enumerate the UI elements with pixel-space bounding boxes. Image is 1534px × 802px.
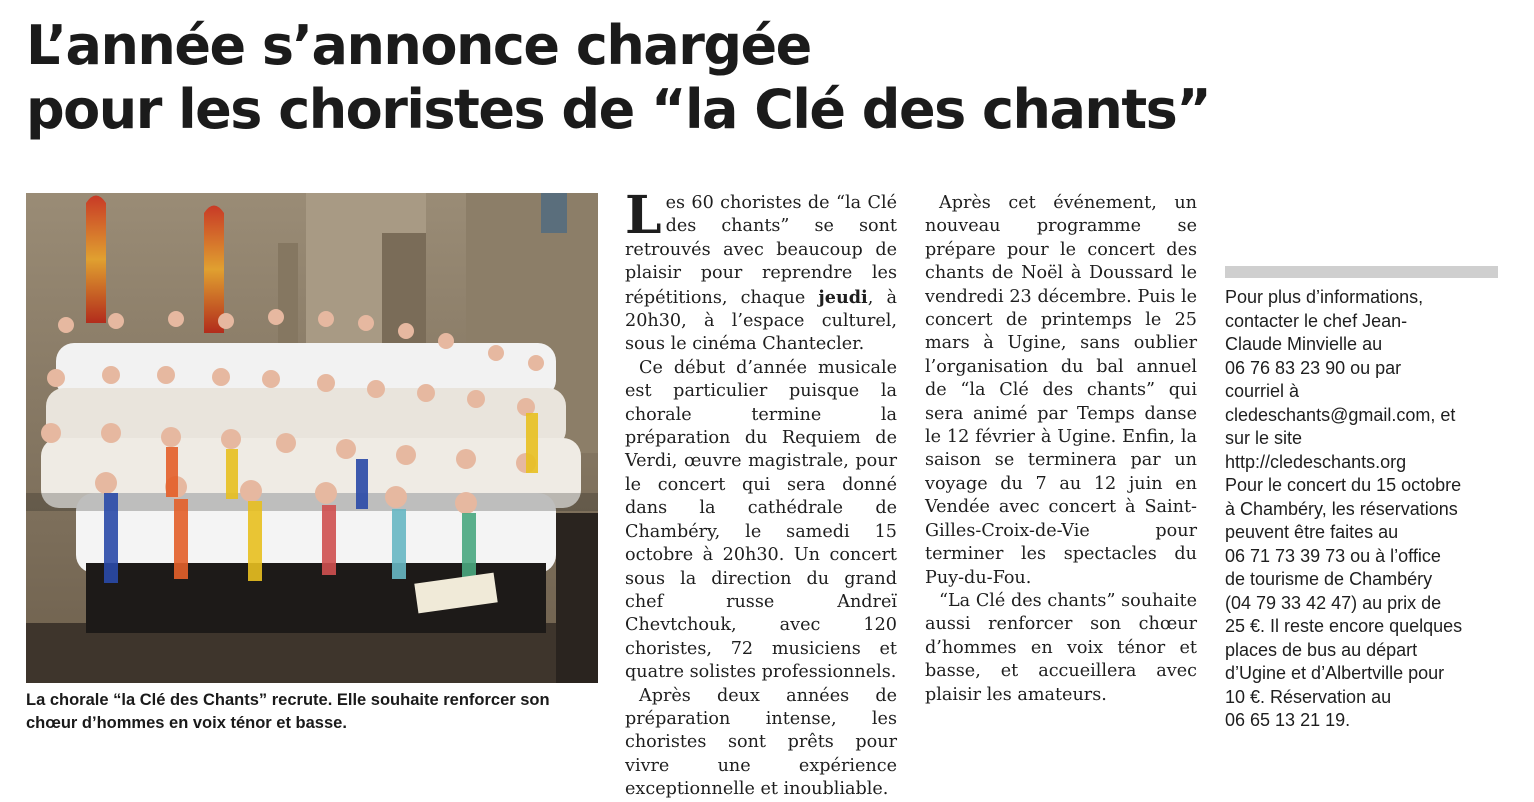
article-headline	[26, 14, 1326, 142]
info-box	[1225, 286, 1515, 733]
info-line: sur le site	[1225, 428, 1303, 448]
headline-line-2: pour les choristes de “la Clé des chants”	[26, 78, 1211, 141]
caption-line-1: La chorale “la Clé des Chants” recrute. Elle souhaite renforcer son	[26, 691, 550, 709]
info-line: courriel à	[1225, 381, 1300, 401]
drop-cap: L	[625, 185, 662, 246]
info-line: Pour plus d’informations,	[1225, 287, 1424, 307]
info-line: de tourisme de Chambéry	[1225, 569, 1433, 589]
article-column-1	[625, 185, 897, 802]
info-line: contacter le chef Jean-	[1225, 310, 1408, 331]
info-line: à Chambéry, les réservations	[1225, 498, 1458, 519]
info-line: http://cledeschants.org	[1225, 451, 1407, 472]
info-line: 25 €. Il reste encore quelques	[1225, 616, 1463, 636]
info-line: 06 65 13 21 19.	[1225, 710, 1351, 730]
article-paragraph-1	[625, 185, 897, 357]
info-line: d’Ugine et d’Albertville pour	[1225, 663, 1445, 683]
info-line: (04 79 33 42 47) au prix de	[1225, 592, 1442, 613]
info-line: 06 76 83 23 90 ou par	[1225, 357, 1402, 378]
info-line: 06 71 73 39 73 ou à l’office	[1225, 545, 1441, 566]
headline-line-1: L’année s’annonce chargée	[26, 14, 811, 77]
info-line: cledeschants@gmail.com, et	[1225, 404, 1456, 425]
choir-photo	[26, 193, 598, 683]
p1-text-a: es 60 choristes de “la Clé des chants” se sont retrouvés avec beaucoup de plaisir pour reprendre les répétitions, chaque	[625, 193, 897, 308]
article-paragraph-4: Après cet événement, un nouveau programme se prépare pour le concert des chants de Noël à Doussard le vendredi 23 décembre. Puis le concert de printemps le 25 mars à Ugine, sans oublier l’organisation du bal annuel de “la Clé des chants” qui sera animé par Temps danse le 12 février à Ugine. Enfin, la saison se terminera par un voyage du 7 au 12 juin en Vendée avec concert à Saint-Gilles-Croix-de-Vie pour terminer les spectacles du Puy-du-Fou.	[925, 193, 1197, 588]
article-paragraph-3: Après deux années de préparation intense, les choristes sont prêts pour vivre une expérience exceptionnelle et inoubliable.	[625, 685, 897, 800]
info-line: 10 €. Réservation au	[1225, 686, 1392, 707]
p1-text-b: jeudi	[818, 286, 868, 308]
info-line: Pour le concert du 15 octobre	[1225, 475, 1462, 495]
info-separator	[1225, 266, 1498, 278]
caption-line-2: chœur d’hommes en voix ténor et basse.	[26, 714, 347, 732]
article-paragraph-5: “La Clé des chants” souhaite aussi renforcer son chœur d’hommes en voix ténor et basse, et accueillera avec plaisir les amateurs.	[925, 590, 1197, 705]
photo-caption	[26, 689, 598, 735]
p1-text-c: , à 20h30, à l’espace culturel, sous le cinéma Chantecler.	[625, 287, 897, 355]
info-line: peuvent être faites au	[1225, 522, 1399, 542]
info-line: places de bus au départ	[1225, 639, 1418, 660]
article-column-2	[925, 192, 1197, 707]
article-paragraph-2: Ce début d’année musicale est particulier puisque la chorale termine la préparation du Requiem de Verdi, œuvre magistrale, pour le concert qui sera donné dans la cathédrale de Chambéry, le samedi 15 octobre à 20h30. Un concert sous la direction du grand chef russe Andreï Chevtchouk, avec 120 choristes, 72 musiciens et quatre solistes professionnels.	[625, 357, 897, 683]
info-line: Claude Minvielle au	[1225, 334, 1383, 354]
